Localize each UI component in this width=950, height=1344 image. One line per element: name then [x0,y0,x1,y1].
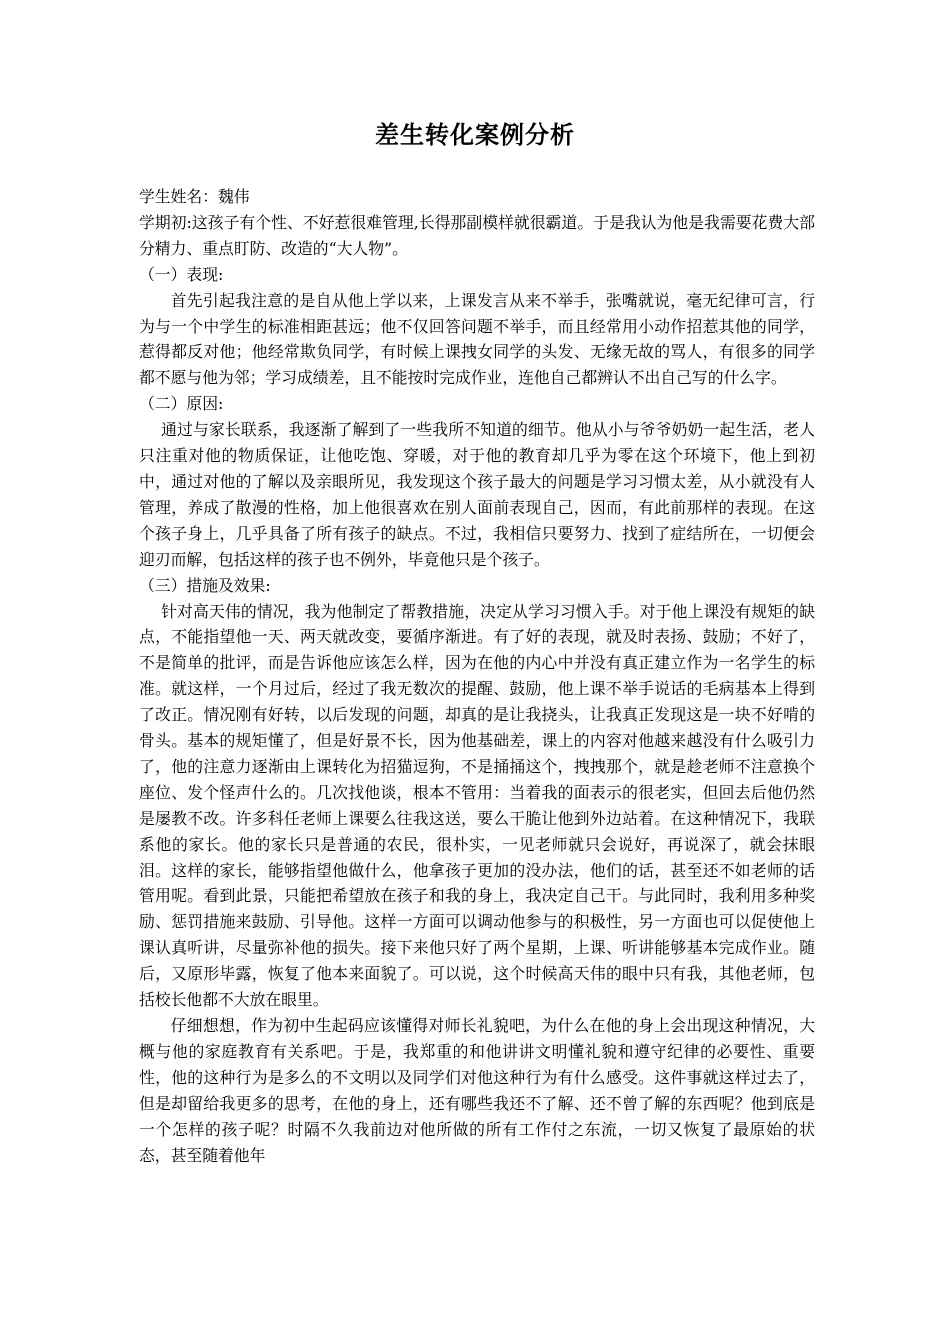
student-name-line: 学生姓名：魏伟 [139,187,250,206]
section-heading-performance: （一）表现: [139,264,224,284]
document-title: 差生转化案例分析 [375,120,575,149]
section-heading-measures: （三）措施及效果: [139,575,271,595]
term-start-paragraph: 学期初:这孩子有个性、不好惹很难管理,长得那副模样就很霸道。于是我认为他是我需要花费大部分精力、重点盯防、改造的“大人物”。 [139,212,815,258]
measures-paragraph-2: 仔细想想，作为初中生起码应该懂得对师长礼貌吧，为什么在他的身上会出现这种情况，大概与他的家庭教育有关系吧。于是，我郑重的和他讲讲文明懂礼貌和遵守纪律的必要性、重要性，他的这种行为是多么的不文明以及同学们对他这种行为有什么感受。这件事就这样过去了，但是却留给我更多的思考，在他的身上，还有哪些我还不了解、还不曾了解的东西呢？他到底是一个怎样的孩子呢？时隔不久我前边对他所做的所有工作付之东流，一切又恢复了最原始的状态，甚至随着他年 [139,1016,815,1165]
reasons-paragraph: 通过与家长联系，我逐渐了解到了一些我所不知道的细节。他从小与爷爷奶奶一起生活，老人只注重对他的物质保证，让他吃饱、穿暖，对于他的教育却几乎为零在这个环境下，他上到初中，通过对他的了解以及亲眼所见，我发现这个孩子最大的问题是学习习惯太差，从小就没有人管理，养成了散漫的性格，加上他很喜欢在别人面前表现自己，因而，有此前那样的表现。在这个孩子身上，几乎具备了所有孩子的缺点。不过，我相信只要努力、找到了症结所在，一切便会迎刃而解，包括这样的孩子也不例外，毕竟他只是个孩子。 [139,420,815,569]
performance-paragraph: 首先引起我注意的是自从他上学以来，上课发言从来不举手，张嘴就说，毫无纪律可言，行为与一个中学生的标准相距甚远；他不仅回答问题不举手，而且经常用小动作招惹其他的同学，惹得都反对他；他经常欺负同学，有时候上课拽女同学的头发、无缘无故的骂人，有很多的同学都不愿与他为邻；学习成绩差，且不能按时完成作业，连他自己都辨认不出自己写的什么字。 [139,290,815,388]
document-body [139,184,815,1168]
section-heading-reasons: （二）原因: [139,394,224,414]
measures-paragraph-1: 针对高天伟的情况，我为他制定了帮教措施，决定从学习习惯入手。对于他上课没有规矩的缺点，不能指望他一天、两天就改变，要循序渐进。有了好的表现，就及时表扬、鼓励；不好了，不是简单的批评，而是告诉他应该怎么样，因为在他的内心中并没有真正建立作为一名学生的标准。就这样，一个月过后，经过了我无数次的提醒、鼓励，他上课不举手说话的毛病基本上得到了改正。情况刚有好转，以后发现的问题，却真的是让我挠头，让我真正发现这是一块不好啃的骨头。基本的规矩懂了，但是好景不长，因为他基础差，课上的内容对他越来越没有什么吸引力了，他的注意力逐渐由上课转化为招猫逗狗，不是捅捅这个，拽拽那个，就是趁老师不注意换个座位、发个怪声什么的。几次找他谈，根本不管用：当着我的面表示的很老实，但回去后他仍然是屡教不改。许多科任老师上课要么往我这送，要么干脆让他到外边站着。在这种情况下，我联系他的家长。他的家长只是普通的农民，很朴实，一见老师就只会说好，再说深了，就会抹眼泪。这样的家长，能够指望他做什么，他拿孩子更加的没办法，他们的话，甚至还不如老师的话管用呢。看到此景，只能把希望放在孩子和我的身上，我决定自己干。与此同时，我利用多种奖励、惩罚措施来鼓励、引导他。这样一方面可以调动他参与的积极性，另一方面也可以促使他上课认真听讲，尽量弥补他的损失。接下来他只好了两个星期，上课、听讲能够基本完成作业。随后，又原形毕露，恢复了他本来面貌了。可以说，这个时候高天伟的眼中只有我，其他老师，包括校长他都不大放在眼里。 [139,601,815,1010]
